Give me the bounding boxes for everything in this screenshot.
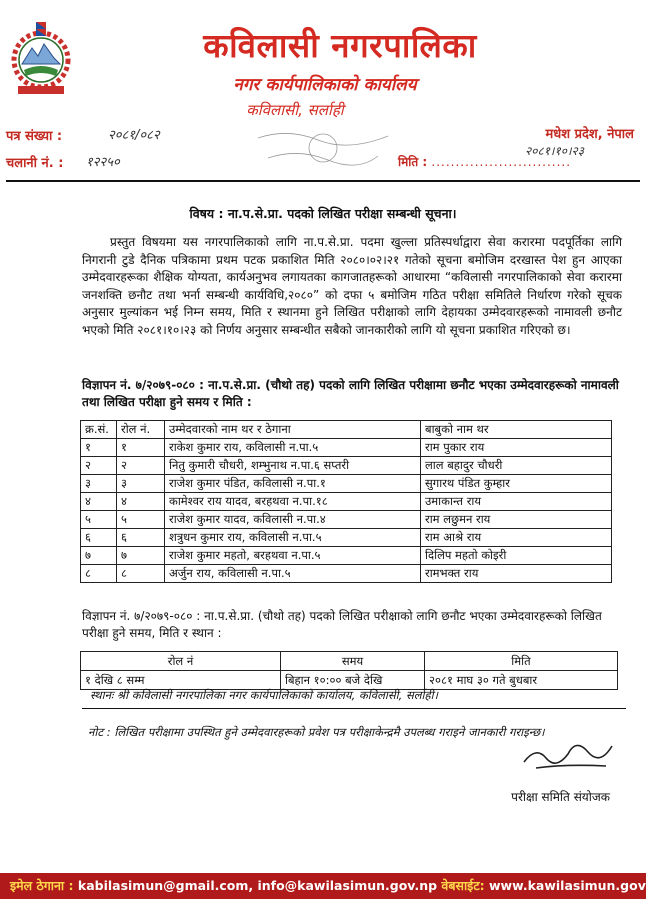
notice-body: प्रस्तुत विषयमा यस नगरपालिकाको लागि ना.प.से.प्रा. पदमा खुल्ला प्रतिस्पर्धाद्वारा सेवा करारमा पदपूर्तिका लागि निगरानी टुडे दैनिक पत्रिकामा प्रथम पटक प्रकाशित मिति २०८०।०२।२१ गतेको सूचना बमोजिम दरखास्त पेश हुन आएका उम्मेदवारहरूका शैक्षिक योग्यता, कार्यअनुभव लगायतका कागजातहरूको आधारमा “कविलासी नगरपालिकाको सेवा करारमा जनशक्ति छनौट तथा भर्ना सम्बन्धी कार्यविधि,२०८०” को दफा ५ बमोजिम गठित परीक्षा समितिले निर्धारण गरेको सूचक अनुसार मुल्यांकन भई निम्न समय, मिति र स्थानमा हुने लिखित परीक्षाको लागि देहायका उम्मेदवारहरूको नामावली छनौट भएको मिति २०८१।१०।२३ को निर्णय अनुसार सम्बन्धीत सबैको जानकारीको लागि यो सूचना प्रकाशित गरिएको छ। — [82, 235, 622, 337]
father-cell: राम लछुमन राय — [421, 511, 612, 529]
date-value: २०८१।१०।२३ — [524, 144, 584, 158]
date-label: मिति : — [398, 155, 428, 169]
schedule-heading: विज्ञापन नं. ७/२०७९-०८० : ना.प.से.प्रा. (चौथो तह) पदको लिखित परीक्षाको लागि छनौट भएका उम्मेदवारहरूको लिखित परीक्षा हुने समय, मिति र स्थान : — [82, 609, 602, 640]
roll-cell: ३ — [117, 475, 165, 493]
roll-cell: ५ — [117, 511, 165, 529]
nepal-emblem-logo — [10, 18, 72, 98]
serial-cell: १ — [81, 439, 117, 457]
father-cell: उमाकान्त राय — [421, 493, 612, 511]
website-label: वेबसाईट: — [441, 878, 485, 893]
province-label: मधेश प्रदेश, नेपाल — [545, 127, 634, 142]
roll-cell: ६ — [117, 529, 165, 547]
father-cell: रामभक्त राय — [421, 565, 612, 583]
table-row — [81, 511, 612, 529]
table-header-cell: रोल नं — [81, 652, 281, 671]
table-header-cell: क्र.सं. — [81, 421, 117, 439]
table-header-cell: बाबुको नाम थर — [421, 421, 612, 439]
table-header-row — [81, 652, 618, 671]
office-subtitle: नगर कार्यपालिकाको कार्यालय — [233, 75, 417, 95]
email-label: इमेल ठेगाना : — [10, 878, 74, 893]
table-header-cell: उम्मेदवारको नाम थर र ठेगाना — [165, 421, 421, 439]
table-row — [81, 475, 612, 493]
father-cell: सुगारथ पंडित कुम्हार — [421, 475, 612, 493]
serial-cell: ४ — [81, 493, 117, 511]
candidate-cell: राजेश कुमार यादव, कविलासी न.पा.४ — [165, 511, 421, 529]
roll-cell: ८ — [117, 565, 165, 583]
time-cell: बिहान १०:०० बजे देखि — [281, 671, 425, 690]
father-cell: राम पुकार राय — [421, 439, 612, 457]
candidate-list-heading: विज्ञापन नं. ७/२०७९-०८० : ना.प.से.प्रा. (चौथो तह) पदको लागि लिखित परीक्षामा छनौट भएका उम्मेदवारहरूको नामावली तथा लिखित परीक्षा हुने समय र मिति : — [82, 378, 619, 409]
serial-cell: ५ — [81, 511, 117, 529]
schedule-table — [80, 651, 618, 690]
table-header-row — [81, 421, 612, 439]
venue-divider — [82, 708, 626, 709]
office-stamp — [248, 118, 398, 178]
roll-cell: १ — [117, 439, 165, 457]
table-row — [81, 547, 612, 565]
serial-cell: ८ — [81, 565, 117, 583]
roll-cell: ४ — [117, 493, 165, 511]
father-cell: दिलिप महतो कोइरी — [421, 547, 612, 565]
exam-venue: स्थानः श्री कविलासी नगरपालिका नगर कार्यपालिकाको कार्यालय, कविलासी, सर्लाही। — [90, 688, 438, 702]
signatory-title: परीक्षा समिति संयोजक — [511, 790, 610, 804]
candidate-table — [80, 420, 612, 583]
candidate-cell: राजेश कुमार महतो, बरहथवा न.पा.५ — [165, 547, 421, 565]
father-cell: राम आश्रे राय — [421, 529, 612, 547]
candidate-cell: शत्रुधन कुमार राय, कविलासी न.पा.५ — [165, 529, 421, 547]
table-row — [81, 529, 612, 547]
serial-cell: २ — [81, 457, 117, 475]
dispatch-number-value: १२२५० — [86, 155, 120, 170]
serial-cell: ३ — [81, 475, 117, 493]
candidate-cell: कामेश्वर राय यादव, बरहथवा न.पा.१८ — [165, 493, 421, 511]
table-row — [81, 565, 612, 583]
serial-cell: ७ — [81, 547, 117, 565]
candidate-cell: राजेश कुमार पंडित, कविलासी न.पा.१ — [165, 475, 421, 493]
roll-cell: २ — [117, 457, 165, 475]
admit-card-note: नोट : लिखित परीक्षामा उपस्थित हुने उम्मेदवारहरूको प्रवेश पत्र परीक्षाकेन्द्रमै उपलब्ध गराइने जानकारी गराइन्छ। — [88, 725, 545, 739]
table-row — [81, 493, 612, 511]
roll-range-cell: १ देखि ८ सम्म — [81, 671, 281, 690]
website-link[interactable]: www.kawilasimun.gov.np — [488, 878, 667, 893]
email-links[interactable]: kabilasimun@gmail.com, info@kawilasimun.gov.np — [77, 878, 438, 893]
dispatch-number-label: चलानी नं. : — [6, 156, 64, 171]
table-row — [81, 457, 612, 475]
header-divider — [6, 180, 640, 182]
municipality-title: कविलासी नगरपालिका — [203, 26, 477, 65]
date-field — [398, 153, 628, 170]
reference-number-label: पत्र संख्या : — [6, 129, 63, 144]
office-location: कविलासी, सर्लाही — [246, 101, 344, 119]
father-cell: लाल बहादुर चौधरी — [421, 457, 612, 475]
table-header-cell: समय — [281, 652, 425, 671]
table-row — [81, 671, 618, 690]
table-row — [81, 439, 612, 457]
candidate-cell: नितु कुमारी चौधरी, शम्भुनाथ न.पा.६ सप्तरी — [165, 457, 421, 475]
candidate-cell: अर्जुन राय, कविलासी न.पा.५ — [165, 565, 421, 583]
contact-footer — [0, 873, 667, 899]
table-header-cell: रोल नं. — [117, 421, 165, 439]
table-header-cell: मिति — [425, 652, 618, 671]
notice-subject: विषय : ना.प.से.प्रा. पदको लिखित परीक्षा सम्बन्धी सूचना। — [189, 206, 457, 221]
reference-number-value: २०८१/०८२ — [108, 128, 160, 143]
date-dots: ............................. — [431, 155, 572, 169]
candidate-cell: राकेश कुमार राय, कविलासी न.पा.५ — [165, 439, 421, 457]
handwritten-signature — [516, 728, 626, 778]
serial-cell: ६ — [81, 529, 117, 547]
date-cell: २०८१ माघ ३० गते बुधबार — [425, 671, 618, 690]
roll-cell: ७ — [117, 547, 165, 565]
